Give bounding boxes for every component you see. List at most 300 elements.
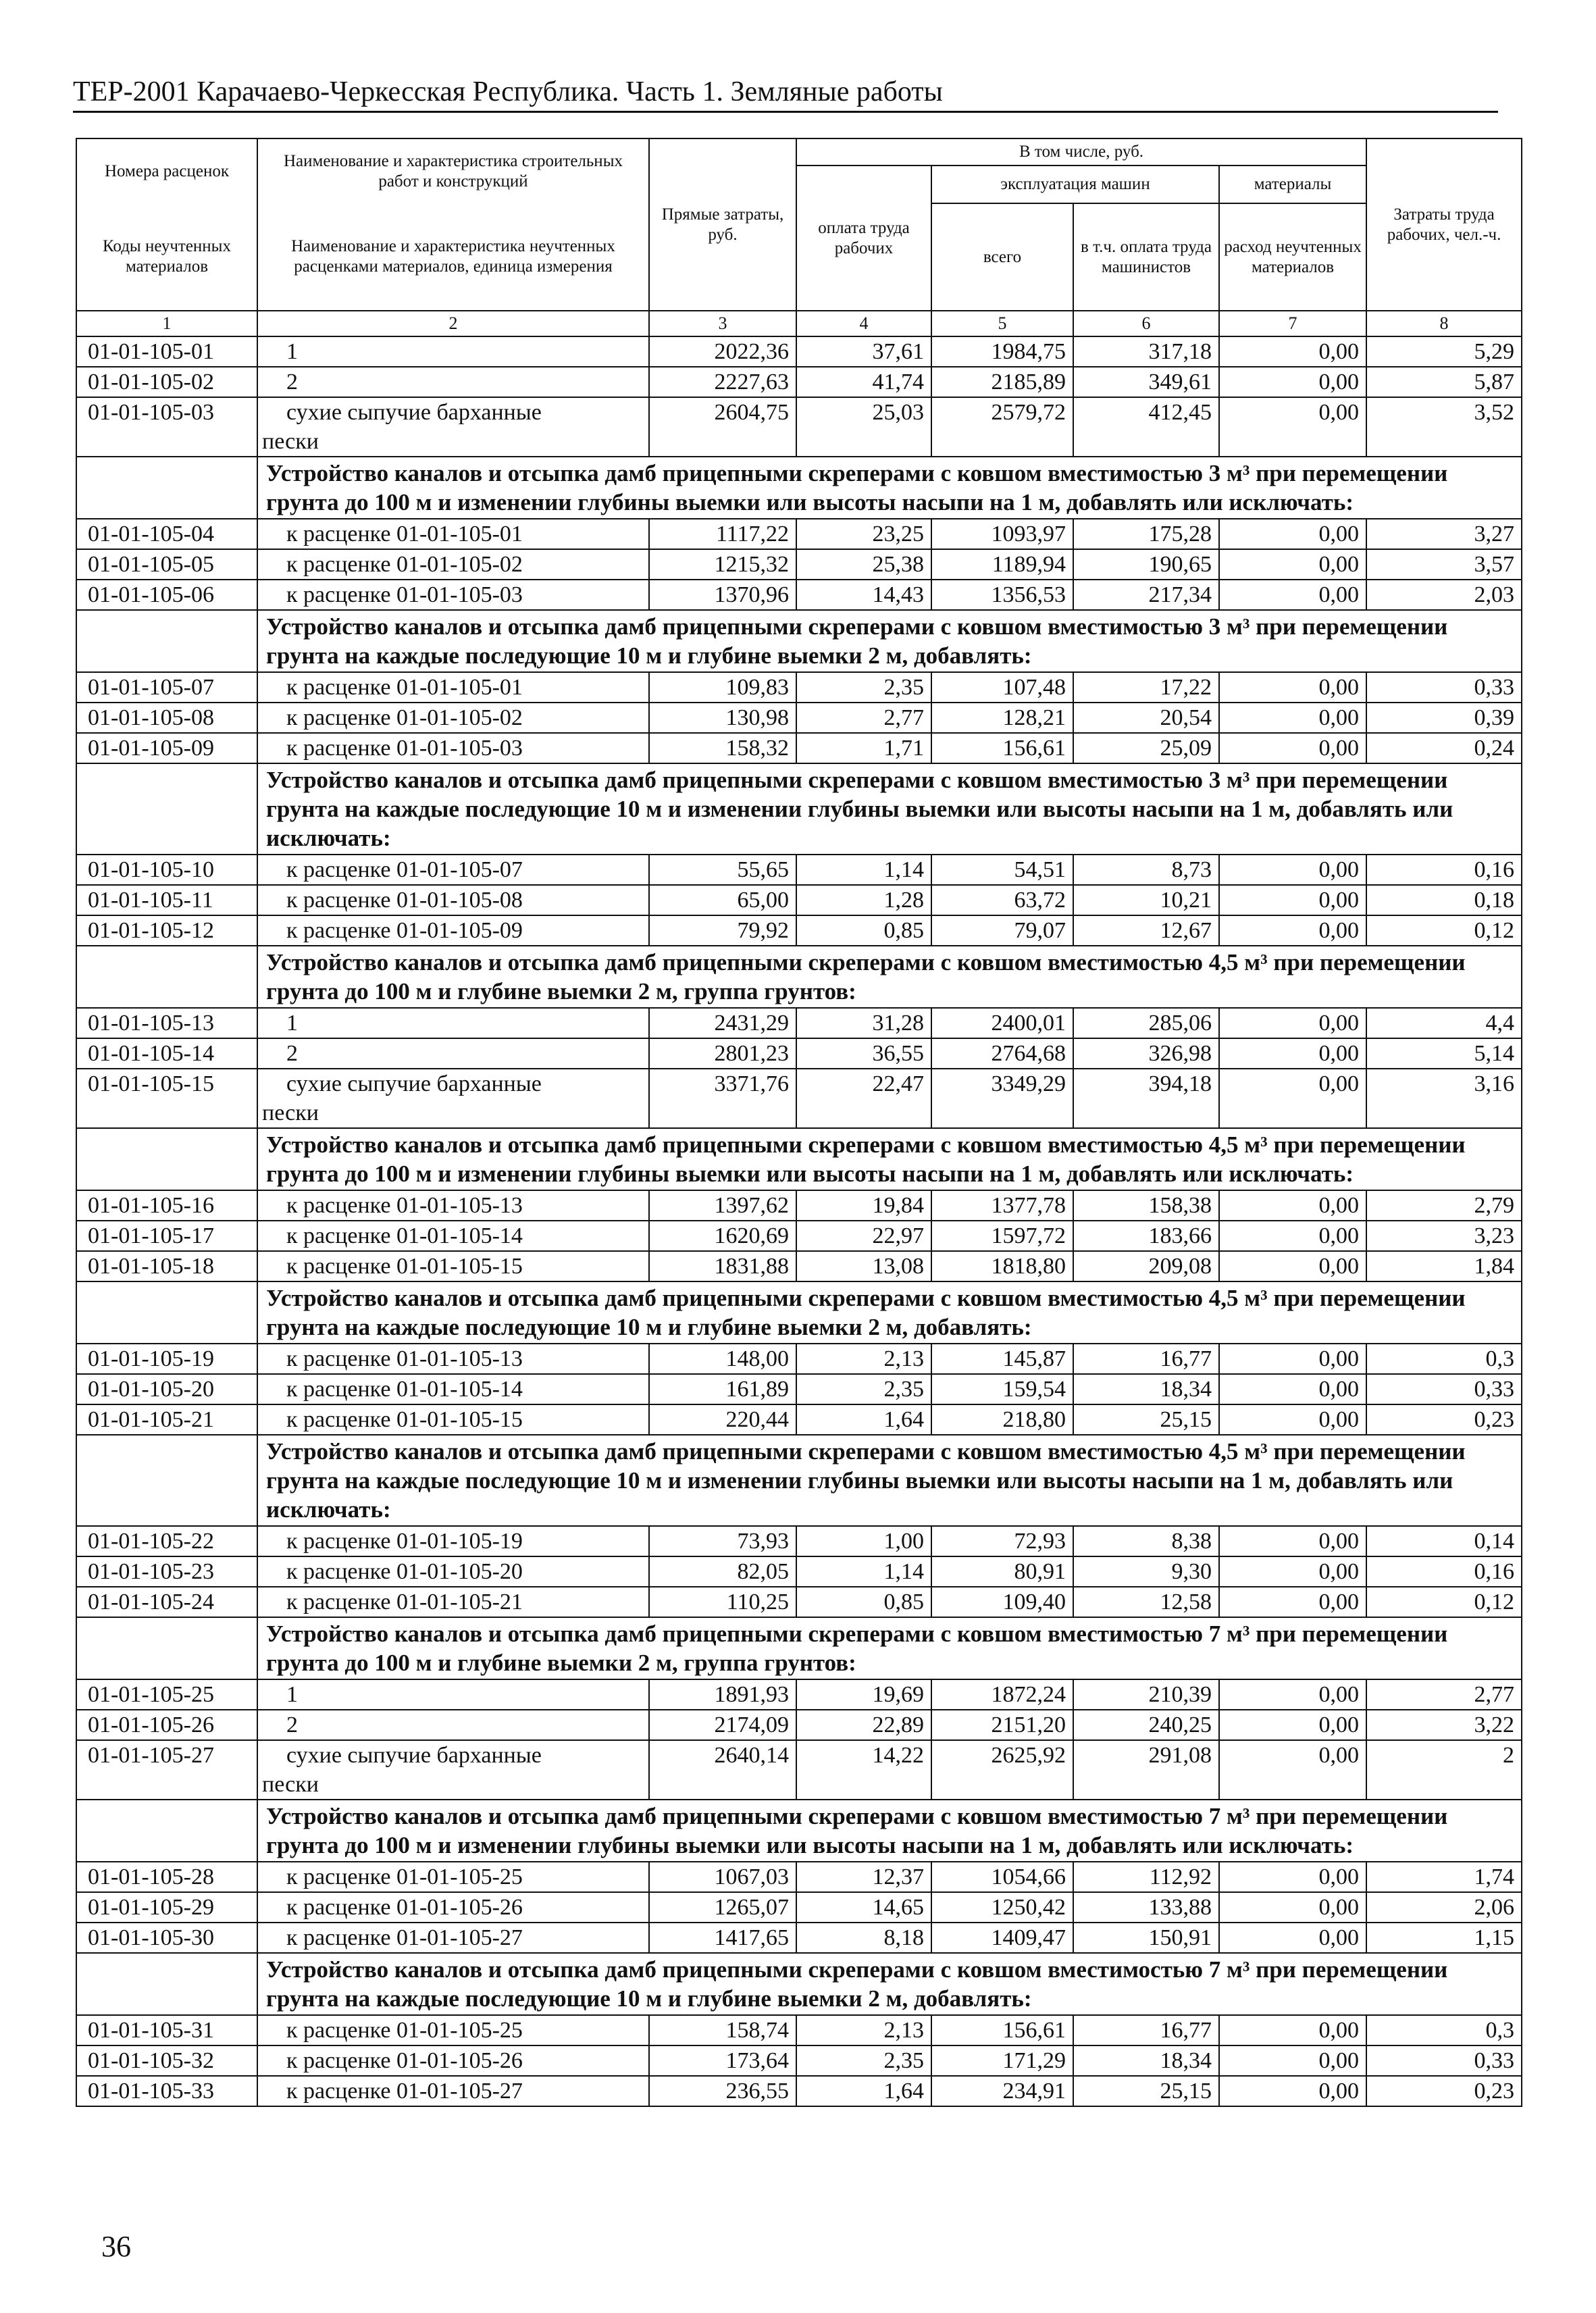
machine-cost: 2579,72 xyxy=(931,397,1073,457)
table-row xyxy=(76,855,1522,885)
col-number: 2 xyxy=(257,311,649,336)
rate-code: 01-01-105-23 xyxy=(76,1556,257,1587)
wage-cost: 31,28 xyxy=(796,1008,931,1038)
section-heading: Устройство каналов и отсыпка дамб прицепными скреперами с ковшом вместимостью 3 м³ при перемещении грунта на каждые последующие 10 м и глубине выемки 2 м, добавлять: xyxy=(257,610,1522,672)
material-cost: 0,00 xyxy=(1219,1923,1366,1953)
wage-cost: 2,35 xyxy=(796,672,931,703)
direct-cost: 236,55 xyxy=(649,2076,796,2106)
material-cost: 0,00 xyxy=(1219,1679,1366,1710)
rate-code: 01-01-105-32 xyxy=(76,2045,257,2076)
machinist-wage: 18,34 xyxy=(1073,2045,1219,2076)
section-heading: Устройство каналов и отсыпка дамб прицепными скреперами с ковшом вместимостью 7 м³ при перемещении грунта до 100 м и изменении глубины выемки или высоты насыпи на 1 м, добавлять или исключать: xyxy=(257,1800,1522,1862)
work-name: к расценке 01-01-105-20 xyxy=(257,1556,649,1587)
rate-code: 01-01-105-28 xyxy=(76,1862,257,1892)
material-cost: 0,00 xyxy=(1219,733,1366,763)
material-cost: 0,00 xyxy=(1219,580,1366,610)
work-name-line: пески xyxy=(262,1772,319,1797)
machine-cost: 79,07 xyxy=(931,915,1073,946)
machine-cost: 1409,47 xyxy=(931,1923,1073,1953)
section-heading-row xyxy=(76,1435,1522,1526)
wage-cost: 2,77 xyxy=(796,703,931,733)
section-heading-row xyxy=(76,1953,1522,2015)
machine-cost: 3349,29 xyxy=(931,1069,1073,1128)
machinist-wage: 112,92 xyxy=(1073,1862,1219,1892)
wage-cost: 19,69 xyxy=(796,1679,931,1710)
direct-cost: 109,83 xyxy=(649,672,796,703)
empty-code-cell xyxy=(76,1953,257,2015)
work-name: к расценке 01-01-105-27 xyxy=(257,1923,649,1953)
work-name-line: пески xyxy=(262,429,319,454)
wage-cost: 1,28 xyxy=(796,885,931,915)
th-material-name: Наименование и характеристика неучтенных расценками материалов, единица измерения xyxy=(257,203,649,311)
machine-cost: 171,29 xyxy=(931,2045,1073,2076)
labor-cost: 5,14 xyxy=(1366,1038,1522,1069)
work-name: 2 xyxy=(257,1710,649,1740)
section-heading-row xyxy=(76,946,1522,1008)
col-number: 1 xyxy=(76,311,257,336)
table-row xyxy=(76,549,1522,580)
th-including: В том числе, руб. xyxy=(796,138,1366,166)
labor-cost: 2,79 xyxy=(1366,1190,1522,1221)
material-cost: 0,00 xyxy=(1219,1008,1366,1038)
direct-cost: 2640,14 xyxy=(649,1740,796,1800)
machine-cost: 63,72 xyxy=(931,885,1073,915)
col-number: 3 xyxy=(649,311,796,336)
table-row xyxy=(76,1251,1522,1281)
machinist-wage: 25,15 xyxy=(1073,1404,1219,1435)
wage-cost: 14,43 xyxy=(796,580,931,610)
section-heading-row xyxy=(76,457,1522,519)
table-body xyxy=(76,336,1522,2106)
rate-code: 01-01-105-16 xyxy=(76,1190,257,1221)
wage-cost: 8,18 xyxy=(796,1923,931,1953)
wage-cost: 19,84 xyxy=(796,1190,931,1221)
rate-code: 01-01-105-21 xyxy=(76,1404,257,1435)
empty-code-cell xyxy=(76,610,257,672)
empty-code-cell xyxy=(76,1617,257,1679)
material-cost: 0,00 xyxy=(1219,885,1366,915)
material-cost: 0,00 xyxy=(1219,855,1366,885)
section-heading: Устройство каналов и отсыпка дамб прицепными скреперами с ковшом вместимостью 4,5 м³ при перемещении грунта до 100 м и глубине выемки 2 м, группа грунтов: xyxy=(257,946,1522,1008)
machinist-wage: 326,98 xyxy=(1073,1038,1219,1069)
material-cost: 0,00 xyxy=(1219,1404,1366,1435)
section-heading-row xyxy=(76,1128,1522,1190)
rate-code: 01-01-105-02 xyxy=(76,367,257,397)
rate-code: 01-01-105-05 xyxy=(76,549,257,580)
material-cost: 0,00 xyxy=(1219,1069,1366,1128)
col-number: 7 xyxy=(1219,311,1366,336)
labor-cost: 0,16 xyxy=(1366,1556,1522,1587)
work-name: к расценке 01-01-105-08 xyxy=(257,885,649,915)
rate-code: 01-01-105-14 xyxy=(76,1038,257,1069)
wage-cost: 13,08 xyxy=(796,1251,931,1281)
machine-cost: 234,91 xyxy=(931,2076,1073,2106)
material-cost: 0,00 xyxy=(1219,703,1366,733)
machinist-wage: 10,21 xyxy=(1073,885,1219,915)
work-name: к расценке 01-01-105-19 xyxy=(257,1526,649,1556)
section-heading: Устройство каналов и отсыпка дамб прицепными скреперами с ковшом вместимостью 4,5 м³ при перемещении грунта на каждые последующие 10 м и изменении глубины выемки или высоты насыпи на 1 м, добавлять или исключать: xyxy=(257,1435,1522,1526)
machinist-wage: 18,34 xyxy=(1073,1374,1219,1404)
machine-cost: 1818,80 xyxy=(931,1251,1073,1281)
wage-cost: 1,14 xyxy=(796,855,931,885)
labor-cost: 1,84 xyxy=(1366,1251,1522,1281)
machine-cost: 128,21 xyxy=(931,703,1073,733)
work-name-line: сухие сыпучие барханные xyxy=(286,1743,542,1768)
labor-cost: 0,3 xyxy=(1366,1344,1522,1374)
labor-cost: 3,57 xyxy=(1366,549,1522,580)
direct-cost: 148,00 xyxy=(649,1344,796,1374)
labor-cost: 0,12 xyxy=(1366,915,1522,946)
labor-cost: 0,39 xyxy=(1366,703,1522,733)
empty-code-cell xyxy=(76,1435,257,1526)
table-row xyxy=(76,1892,1522,1923)
direct-cost: 1265,07 xyxy=(649,1892,796,1923)
work-name: к расценке 01-01-105-26 xyxy=(257,2045,649,2076)
rate-code: 01-01-105-30 xyxy=(76,1923,257,1953)
machinist-wage: 17,22 xyxy=(1073,672,1219,703)
wage-cost: 2,35 xyxy=(796,1374,931,1404)
work-name: 1 xyxy=(257,1008,649,1038)
material-cost: 0,00 xyxy=(1219,672,1366,703)
rate-code: 01-01-105-20 xyxy=(76,1374,257,1404)
wage-cost: 25,38 xyxy=(796,549,931,580)
direct-cost: 173,64 xyxy=(649,2045,796,2076)
column-numbers-row xyxy=(76,311,1522,336)
machinist-wage: 412,45 xyxy=(1073,397,1219,457)
wage-cost: 1,64 xyxy=(796,1404,931,1435)
material-cost: 0,00 xyxy=(1219,336,1366,367)
rate-code: 01-01-105-01 xyxy=(76,336,257,367)
section-heading: Устройство каналов и отсыпка дамб прицепными скреперами с ковшом вместимостью 3 м³ при перемещении грунта до 100 м и изменении глубины выемки или высоты насыпи на 1 м, добавлять или исключать: xyxy=(257,457,1522,519)
material-cost: 0,00 xyxy=(1219,1526,1366,1556)
direct-cost: 1891,93 xyxy=(649,1679,796,1710)
material-cost: 0,00 xyxy=(1219,549,1366,580)
machinist-wage: 158,38 xyxy=(1073,1190,1219,1221)
rate-code: 01-01-105-04 xyxy=(76,519,257,549)
table-row xyxy=(76,1556,1522,1587)
work-name: к расценке 01-01-105-01 xyxy=(257,672,649,703)
rate-code: 01-01-105-11 xyxy=(76,885,257,915)
rate-code: 01-01-105-10 xyxy=(76,855,257,885)
machinist-wage: 317,18 xyxy=(1073,336,1219,367)
machinist-wage: 285,06 xyxy=(1073,1008,1219,1038)
rate-code: 01-01-105-29 xyxy=(76,1892,257,1923)
machine-cost: 1093,97 xyxy=(931,519,1073,549)
direct-cost: 2801,23 xyxy=(649,1038,796,1069)
work-name: к расценке 01-01-105-13 xyxy=(257,1190,649,1221)
work-name: к расценке 01-01-105-03 xyxy=(257,580,649,610)
labor-cost: 2,03 xyxy=(1366,580,1522,610)
machinist-wage: 209,08 xyxy=(1073,1251,1219,1281)
section-heading: Устройство каналов и отсыпка дамб прицепными скреперами с ковшом вместимостью 4,5 м³ при перемещении грунта на каждые последующие 10 м и глубине выемки 2 м, добавлять: xyxy=(257,1281,1522,1344)
labor-cost: 0,18 xyxy=(1366,885,1522,915)
wage-cost: 14,22 xyxy=(796,1740,931,1800)
th-material-codes: Коды неучтенных материалов xyxy=(76,203,257,311)
table-row xyxy=(76,672,1522,703)
wage-cost: 0,85 xyxy=(796,915,931,946)
wage-cost: 23,25 xyxy=(796,519,931,549)
labor-cost: 0,33 xyxy=(1366,672,1522,703)
col-number: 8 xyxy=(1366,311,1522,336)
work-name: к расценке 01-01-105-13 xyxy=(257,1344,649,1374)
labor-cost: 0,24 xyxy=(1366,733,1522,763)
machine-cost: 107,48 xyxy=(931,672,1073,703)
wage-cost: 1,71 xyxy=(796,733,931,763)
machinist-wage: 150,91 xyxy=(1073,1923,1219,1953)
rate-code: 01-01-105-22 xyxy=(76,1526,257,1556)
material-cost: 0,00 xyxy=(1219,1190,1366,1221)
th-work-name: Наименование и характеристика строительных работ и конструкций xyxy=(257,138,649,203)
work-name: к расценке 01-01-105-27 xyxy=(257,2076,649,2106)
work-name-line: пески xyxy=(262,1100,319,1125)
wage-cost: 22,47 xyxy=(796,1069,931,1128)
work-name: к расценке 01-01-105-03 xyxy=(257,733,649,763)
machinist-wage: 20,54 xyxy=(1073,703,1219,733)
table-row xyxy=(76,519,1522,549)
table-row xyxy=(76,915,1522,946)
rate-code: 01-01-105-33 xyxy=(76,2076,257,2106)
page-header: ТЕР-2001 Карачаево-Черкесская Республика. Часть 1. Земляные работы xyxy=(73,73,1498,113)
rates-table xyxy=(76,138,1522,2107)
work-name: 1 xyxy=(257,1679,649,1710)
machine-cost: 109,40 xyxy=(931,1587,1073,1617)
labor-cost: 3,16 xyxy=(1366,1069,1522,1128)
machine-cost: 1189,94 xyxy=(931,549,1073,580)
direct-cost: 2604,75 xyxy=(649,397,796,457)
wage-cost: 22,89 xyxy=(796,1710,931,1740)
work-name: 2 xyxy=(257,1038,649,1069)
machine-cost: 72,93 xyxy=(931,1526,1073,1556)
section-heading-row xyxy=(76,1800,1522,1862)
direct-cost: 1215,32 xyxy=(649,549,796,580)
machinist-wage: 217,34 xyxy=(1073,580,1219,610)
material-cost: 0,00 xyxy=(1219,367,1366,397)
table-row xyxy=(76,1069,1522,1128)
direct-cost: 130,98 xyxy=(649,703,796,733)
empty-code-cell xyxy=(76,1281,257,1344)
machinist-wage: 9,30 xyxy=(1073,1556,1219,1587)
th-machine-operation: эксплуатация машин xyxy=(931,166,1219,203)
labor-cost: 0,23 xyxy=(1366,2076,1522,2106)
table-row xyxy=(76,703,1522,733)
work-name: к расценке 01-01-105-25 xyxy=(257,1862,649,1892)
section-heading-row xyxy=(76,1281,1522,1344)
machinist-wage: 8,73 xyxy=(1073,855,1219,885)
labor-cost: 3,22 xyxy=(1366,1710,1522,1740)
col-number: 6 xyxy=(1073,311,1219,336)
wage-cost: 41,74 xyxy=(796,367,931,397)
labor-cost: 2,77 xyxy=(1366,1679,1522,1710)
table-row xyxy=(76,733,1522,763)
col-number: 4 xyxy=(796,311,931,336)
section-heading-row xyxy=(76,763,1522,855)
wage-cost: 22,97 xyxy=(796,1221,931,1251)
rate-code: 01-01-105-18 xyxy=(76,1251,257,1281)
table-row xyxy=(76,1862,1522,1892)
work-name: к расценке 01-01-105-21 xyxy=(257,1587,649,1617)
material-cost: 0,00 xyxy=(1219,1892,1366,1923)
machinist-wage: 16,77 xyxy=(1073,2015,1219,2045)
machine-cost: 54,51 xyxy=(931,855,1073,885)
empty-code-cell xyxy=(76,457,257,519)
page-number: 36 xyxy=(101,2230,131,2263)
th-wage: оплата труда рабочих xyxy=(796,166,931,311)
rate-code: 01-01-105-17 xyxy=(76,1221,257,1251)
section-heading: Устройство каналов и отсыпка дамб прицепными скреперами с ковшом вместимостью 4,5 м³ при перемещении грунта до 100 м и изменении глубины выемки или высоты насыпи на 1 м, добавлять или исключать: xyxy=(257,1128,1522,1190)
work-name: к расценке 01-01-105-26 xyxy=(257,1892,649,1923)
table-row xyxy=(76,1008,1522,1038)
th-direct-costs: Прямые затраты, руб. xyxy=(649,138,796,311)
material-cost: 0,00 xyxy=(1219,1710,1366,1740)
work-name: к расценке 01-01-105-25 xyxy=(257,2015,649,2045)
labor-cost: 0,14 xyxy=(1366,1526,1522,1556)
machinist-wage: 8,38 xyxy=(1073,1526,1219,1556)
machine-cost: 156,61 xyxy=(931,733,1073,763)
rate-code: 01-01-105-24 xyxy=(76,1587,257,1617)
material-cost: 0,00 xyxy=(1219,1862,1366,1892)
direct-cost: 158,32 xyxy=(649,733,796,763)
labor-cost: 0,33 xyxy=(1366,2045,1522,2076)
labor-cost: 1,15 xyxy=(1366,1923,1522,1953)
work-name xyxy=(257,1069,649,1128)
col-number: 5 xyxy=(931,311,1073,336)
wage-cost: 1,00 xyxy=(796,1526,931,1556)
work-name xyxy=(257,1740,649,1800)
table-row xyxy=(76,2045,1522,2076)
work-name: к расценке 01-01-105-02 xyxy=(257,703,649,733)
machine-cost: 2151,20 xyxy=(931,1710,1073,1740)
labor-cost: 3,27 xyxy=(1366,519,1522,549)
direct-cost: 2227,63 xyxy=(649,367,796,397)
table-row xyxy=(76,2076,1522,2106)
table-row xyxy=(76,1526,1522,1556)
material-cost: 0,00 xyxy=(1219,2045,1366,2076)
material-cost: 0,00 xyxy=(1219,915,1366,946)
labor-cost: 4,4 xyxy=(1366,1008,1522,1038)
table-row xyxy=(76,1221,1522,1251)
labor-cost: 3,23 xyxy=(1366,1221,1522,1251)
rate-code: 01-01-105-09 xyxy=(76,733,257,763)
table-row xyxy=(76,1374,1522,1404)
machinist-wage: 349,61 xyxy=(1073,367,1219,397)
rate-code: 01-01-105-26 xyxy=(76,1710,257,1740)
th-labor-costs: Затраты труда рабочих, чел.-ч. xyxy=(1366,138,1522,311)
direct-cost: 161,89 xyxy=(649,1374,796,1404)
work-name: 2 xyxy=(257,367,649,397)
machine-cost: 1597,72 xyxy=(931,1221,1073,1251)
labor-cost: 0,12 xyxy=(1366,1587,1522,1617)
direct-cost: 1397,62 xyxy=(649,1190,796,1221)
machinist-wage: 133,88 xyxy=(1073,1892,1219,1923)
rate-code: 01-01-105-19 xyxy=(76,1344,257,1374)
table-row xyxy=(76,336,1522,367)
labor-cost: 5,87 xyxy=(1366,367,1522,397)
rate-code: 01-01-105-13 xyxy=(76,1008,257,1038)
direct-cost: 82,05 xyxy=(649,1556,796,1587)
material-cost: 0,00 xyxy=(1219,519,1366,549)
machine-cost: 80,91 xyxy=(931,1556,1073,1587)
machine-cost: 1054,66 xyxy=(931,1862,1073,1892)
material-cost: 0,00 xyxy=(1219,1587,1366,1617)
material-cost: 0,00 xyxy=(1219,2015,1366,2045)
work-name: к расценке 01-01-105-14 xyxy=(257,1374,649,1404)
wage-cost: 12,37 xyxy=(796,1862,931,1892)
direct-cost: 1417,65 xyxy=(649,1923,796,1953)
work-name: 1 xyxy=(257,336,649,367)
rate-code: 01-01-105-27 xyxy=(76,1740,257,1800)
machinist-wage: 190,65 xyxy=(1073,549,1219,580)
th-unaccounted-materials: расход неучтенных материалов xyxy=(1219,203,1366,311)
work-name: к расценке 01-01-105-15 xyxy=(257,1251,649,1281)
table-row xyxy=(76,1710,1522,1740)
labor-cost: 2 xyxy=(1366,1740,1522,1800)
direct-cost: 1117,22 xyxy=(649,519,796,549)
material-cost: 0,00 xyxy=(1219,1556,1366,1587)
th-machinist-wage: в т.ч. оплата труда машинистов xyxy=(1073,203,1219,311)
work-name: к расценке 01-01-105-02 xyxy=(257,549,649,580)
table-row xyxy=(76,885,1522,915)
work-name: к расценке 01-01-105-15 xyxy=(257,1404,649,1435)
work-name: к расценке 01-01-105-07 xyxy=(257,855,649,885)
direct-cost: 1370,96 xyxy=(649,580,796,610)
table-row xyxy=(76,1740,1522,1800)
table-row xyxy=(76,397,1522,457)
machine-cost: 145,87 xyxy=(931,1344,1073,1374)
rate-code: 01-01-105-08 xyxy=(76,703,257,733)
machine-cost: 218,80 xyxy=(931,1404,1073,1435)
rate-code: 01-01-105-06 xyxy=(76,580,257,610)
wage-cost: 1,14 xyxy=(796,1556,931,1587)
section-heading-row xyxy=(76,1617,1522,1679)
direct-cost: 65,00 xyxy=(649,885,796,915)
wage-cost: 2,35 xyxy=(796,2045,931,2076)
rate-code: 01-01-105-15 xyxy=(76,1069,257,1128)
section-heading: Устройство каналов и отсыпка дамб прицепными скреперами с ковшом вместимостью 7 м³ при перемещении грунта до 100 м и глубине выемки 2 м, группа грунтов: xyxy=(257,1617,1522,1679)
machine-cost: 1872,24 xyxy=(931,1679,1073,1710)
wage-cost: 2,13 xyxy=(796,1344,931,1374)
material-cost: 0,00 xyxy=(1219,1344,1366,1374)
work-name-line: сухие сыпучие барханные xyxy=(286,400,542,425)
machinist-wage: 183,66 xyxy=(1073,1221,1219,1251)
machine-cost: 1250,42 xyxy=(931,1892,1073,1923)
machinist-wage: 25,09 xyxy=(1073,733,1219,763)
work-name: к расценке 01-01-105-01 xyxy=(257,519,649,549)
table-row xyxy=(76,1038,1522,1069)
empty-code-cell xyxy=(76,1800,257,1862)
table-row xyxy=(76,1344,1522,1374)
table-row xyxy=(76,367,1522,397)
direct-cost: 220,44 xyxy=(649,1404,796,1435)
direct-cost: 1620,69 xyxy=(649,1221,796,1251)
machine-cost: 156,61 xyxy=(931,2015,1073,2045)
direct-cost: 158,74 xyxy=(649,2015,796,2045)
machine-cost: 159,54 xyxy=(931,1374,1073,1404)
direct-cost: 55,65 xyxy=(649,855,796,885)
material-cost: 0,00 xyxy=(1219,1251,1366,1281)
machinist-wage: 210,39 xyxy=(1073,1679,1219,1710)
direct-cost: 2431,29 xyxy=(649,1008,796,1038)
material-cost: 0,00 xyxy=(1219,1038,1366,1069)
table-row xyxy=(76,1923,1522,1953)
th-machine-total: всего xyxy=(931,203,1073,311)
empty-code-cell xyxy=(76,763,257,855)
machinist-wage: 25,15 xyxy=(1073,2076,1219,2106)
rate-code: 01-01-105-25 xyxy=(76,1679,257,1710)
direct-cost: 2022,36 xyxy=(649,336,796,367)
work-name-line: сухие сыпучие барханные xyxy=(286,1071,542,1096)
machine-cost: 2400,01 xyxy=(931,1008,1073,1038)
direct-cost: 2174,09 xyxy=(649,1710,796,1740)
